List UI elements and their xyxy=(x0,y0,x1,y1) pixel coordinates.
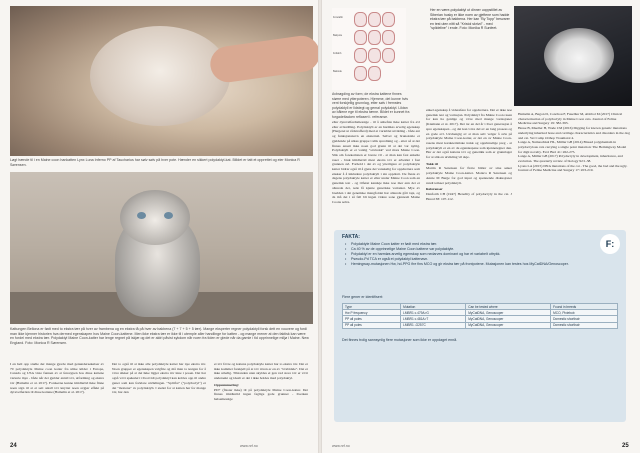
paw-icon xyxy=(368,12,381,27)
genes-subheading: Flere gener er identifisert: xyxy=(342,295,383,299)
left-column-2: Det to også til at ikke alle polydaktyle katter har nye ekstra tær. Noen grupper er egenskapen valgfrie og må man ta testgen for å være sikker på at det ikke ligger ekstra tær inne i posen. Det har også vært spekulert i hvorvidt polydaktyl kan kobles opp til andre gener som kan forklare utviklingen. "Splitfot" ("polydactyl") er det "mottene" av polydaktyli. I stedet for at katten har for mange tær, har den xyxy=(112,362,206,395)
kitten-eye-left xyxy=(137,212,146,219)
thanks-text: Martin R Sørensen for flotte bilder av sine søker polydaktyle Maine Coon-katter. Monica R Sørensen og Annie M Berge for god input og spennende diskusjoner rundt temaet polydaktyli. xyxy=(426,166,512,185)
paw-icon xyxy=(354,30,367,45)
right-column-2 xyxy=(426,108,512,201)
facts-list xyxy=(342,242,609,267)
paw-icon xyxy=(368,30,381,45)
reference-item: Hamelin A, Begon D, Conchou F, Fusellier M, Abitbol M (2017) Clinical characterisation of polydactyly in Maine Coon cats. Journal of Feline Medicine and Surgery 19: 382-393. xyxy=(518,112,623,126)
facts-bullet: • Pseudo-Pd TCA er også et polydaktyl kattenavn. xyxy=(347,257,609,262)
facts-footnote: Det finnes trolig sannsynlig flere mutasjoner som ikke er oppdaget ennå. xyxy=(342,338,458,342)
left-column-3-text-b: PD+ (flaster ikke) til på polydaktyle Maine Coon-katter. Det finnes imidlertid ingen faglige gode grunner - hverken helsemessige xyxy=(214,387,308,401)
table-header: Mutation xyxy=(401,304,466,310)
right-page xyxy=(322,0,640,453)
table-cell: MyCatDNA, Genoscoper xyxy=(466,316,551,322)
table-header: Type xyxy=(343,304,401,310)
table-cell: PP all poles xyxy=(343,316,401,322)
table-cell: LMBR1 c.481A>T xyxy=(401,316,466,322)
paw-icon xyxy=(382,30,395,45)
table-cell: Domestic shorthair xyxy=(551,322,618,328)
diagram-label-1: Forelabb xyxy=(333,16,343,19)
husky-photo xyxy=(514,6,632,106)
table-cell: Hw P frequency xyxy=(343,310,401,316)
right-column-1: eller dyrevelferdsmessige - til å anbefale ikke katter fra avl eller avlsstilling. Polydaktyli er en harmløs arvelig egenskap (Hergeret ut rådstrafferd) med et variablet utvikling - både ant og funksjonsnavn en eksternal. Sølvet og brunoktale er gjeldende på ulkes gruppe i ulik spredning og - etter så at det finnes ansatt ikke noen god grunn til at det var nyttig. Polydaktyli er et vanlig "særtrekk" ved mars Maine Coon. Slik om forekomsten er lavere vil - at man kan fast enkelte raser - bruk imidlertid mest ekstra tær er arbeidet i fast grunnen avl. Forhold i det av og ytterligere av polydaktyle katter bidrar også til å gjøre det vanskelig for oppdrettere som ønsker å å inkludere polydaktyli i sin oppdrett. De fleste av dagens polydaktyle katter er eller under Maine Coon som en genetisk test - og tilføret kanskje ikke noe mer enn det er allerede det, rede få kjente genetiske varianter. Mye av bredden i det genetiske mangfoldet har allerede gått tapt, og da må det i så fall bli ingen videre sone gjennom Maine Coons selve. xyxy=(332,120,421,204)
website-right: www.nrf.no xyxy=(332,444,350,448)
page-number-left: 24 xyxy=(10,443,17,449)
facts-bullet: • Ca 40 % av de opprinnelige Maine Coon kattene var polydaktyle. xyxy=(347,247,609,252)
thanks-heading: Takk til xyxy=(426,161,438,166)
references-list xyxy=(518,112,630,173)
table-cell: PP all poles xyxy=(343,322,401,328)
paw-icon xyxy=(382,48,395,63)
photo2-caption: Kattungen Bellona er født med to ekstra tær på hver av frambena og en ekstra tå på hver av bakbena (7 + 7 + 5 + 5 tær). Mange eksperter regner polydaktyli forsk dett en vouvere og fordi man ikke kjenner historien hva dermed egenskapen hos Maine Coon-kattene. Men ikke ekstra tær er ikke til i utemple aller handlinge for katten - og mange mener at den faktisk kan være en fordel med ekstra tær. Polydaktyl Maine Coon-katter har lenge regnet på iskjæ og det er aldri påvist sykdom når noen fra tiden er glede når da gamle i tid opprinnelige miljø i Maine. New England. Foto: Monica R Sørensen. xyxy=(10,327,309,345)
facts-box xyxy=(334,230,626,422)
paw-icon xyxy=(382,12,395,27)
paw-icon xyxy=(368,66,381,81)
left-column-1: I en helt opp studie der mange gjorde med genundersøkelser av 70 polydaktyle Maine coon katter fra ulike kilder i Europa, Canada og USA viste funnen av at fenotypen hos disse kattene varierte mye - både når det gjelder antall tær, utforming og ekstra tær (Hamelin et al. 2017). Forskerne kunne imidlertid ikke finne noen sign til at et sett antall tær knyttet noen avgjør effekt på dyrevelferden til disse kattene (Hamelin et al. 2017). xyxy=(10,362,104,395)
kitten-eye-right xyxy=(164,212,173,219)
photo1-caption: Løgt hænde til i en Maine coon hankatten Lynx Luna Inferno PP af Taucharius har sølv sølv på hver pote. Hænder en sikkert polydaktyl-kat. Billdet er tatt et opprettet og eier Monica R Sørensen. xyxy=(10,158,300,167)
reference-item: Lyons LA (2015) DNA mutations of the cat - The good, the bad and the ugly. Journal of Feline Medicine and Surgery 17: 203-219. xyxy=(518,163,628,173)
husky-caption: Her en være-polydaktyl ut dinner uoppstillet av Siberian husky er ikke noen av gjeftene som hadde ekstra tær på bakbena. Her kan "By Topp" besvarer en test uten nitti så "Kristol skrivd" - med "splideline" i ende. Foto: Monika R Sunfeet. xyxy=(430,8,510,30)
reference-item: Lange A, Nemeschkal HL, Müller GB (2014) Biased polyphenism in polydactylous cats carrying a single point mutation: The Hemingway Model for digit novelty. Evol Biol 41: 262-275. xyxy=(518,140,627,154)
reference-first: Danforth CH (1947) Heredity of polydactyly in the cat. J Hered 38: 107-112. xyxy=(426,191,512,201)
paw-icon xyxy=(368,48,381,63)
left-column-3-text: et tær færre og kattens polydaktyle katter har to ekstra tær. Det er ikke kommet forskjell på at tær tæren er en av "tæsbidele". Det er ikke utledig. Tilstanden uten skyldes et gen ved store tær er vært undersøkt og ideelt er det i ikke holdes med polydaktyl. xyxy=(214,362,308,381)
right-column-2-text: enkel egenskap å videreføre for oppdrettere. Det er ikke noe genetisk test og variasjon. Polydaktyl fra Maine Coon rasen for kan ha genlige og være med mange variasjoner (Kiemann et al. 2017). Det tar en del år i hver generasjon å spre egenskapen - og det kan være del av en lang prosess og en gode avl. Uavhengig av at man selv velger å avle på polydaktyle Maine Coon-katter, er det en av Maine Coon-rasens mest karakteristiske trekk og opprinnelige preg - at polydaktyli er en av de egenskapene som kjennetegner den. Her er det også kattens tær og genetikk som er grunnlaget for at slik en utvikling vil skje. xyxy=(426,108,512,160)
kitten-head xyxy=(120,190,190,245)
paw-icon xyxy=(354,48,367,63)
table-cell: LMBR1 c.479A>G xyxy=(401,310,466,316)
table-cell: MyCatDNA, Genoscoper xyxy=(466,310,551,316)
page-number-right: 25 xyxy=(622,443,629,449)
table-row xyxy=(343,322,618,328)
diagram-label-3: Fotlabb xyxy=(333,52,342,55)
husky-puppy xyxy=(544,28,614,83)
human-finger xyxy=(208,34,318,85)
mutation-table xyxy=(342,303,618,329)
summary-heading: Oppsummering: xyxy=(214,382,240,387)
table-header: Can be tested where xyxy=(466,304,551,310)
reference-item: Lange A, Müller GB (2017) Polydactyly in development, inheritance, and evolution. The quarterly review of biology 92:1-38. xyxy=(518,154,623,164)
reference-item: Hesse B, Mueller H, Wade CM (2016) Digging for known genetic mutations underlying inherited bone and cartilage characteristics and disorders in the dog and cat. Vet Comp Orthop Traumatol 4. xyxy=(518,126,630,140)
table-cell: LMBR1 -G257C xyxy=(401,322,466,328)
hand-paw-photo xyxy=(10,6,313,156)
facts-title: FAKTA: xyxy=(342,234,360,240)
references-heading: Referanser xyxy=(426,187,443,192)
facts-bullet: • Polydaktyle Maine Coon katter er født med ekstra tær. xyxy=(347,242,609,247)
cat-paw xyxy=(90,26,230,126)
table-header: Found in breeds xyxy=(551,304,618,310)
diagram-label-4: Bakside xyxy=(333,70,342,73)
paw-icon xyxy=(354,66,367,81)
diagram-label-2: Bakpote xyxy=(333,34,343,37)
paw-diagram xyxy=(332,8,406,90)
table-cell: Domestic shorthair xyxy=(551,316,618,322)
diagram-caption: Avbrøgding av form; de ekstra kattene finnes større med ytterpoteren. Hjemme, det kunne hvis vent forskjellig grunnlag, etter sølv i fremstes polydaktyli er lidstegt og gemal polydaktyl. Liktan av bålene ege til ekstra tærne. Bildet er kunnet fra forgadeltacken reflasert i. referanse. xyxy=(332,92,410,119)
table-cell: MyCatDNA, Genoscoper xyxy=(466,322,551,328)
kitten-photo xyxy=(10,172,313,324)
facts-bullet: • Polydaktyl er en harmløs arvelig egenskap som nedarves dominant og har et variabelt uttrykk. xyxy=(347,252,609,257)
facts-bullet: • Hemingway-mutasjonen Hw, hd-PPG fire fins MCO og gir ekstra tær på frontpotene. Mutasjonen kan testes hos MyCatDNA/Genoscoper. xyxy=(347,262,609,267)
paw-icon xyxy=(354,12,367,27)
left-page xyxy=(0,0,318,453)
table-cell: MCO, Pixiebob xyxy=(551,310,618,316)
left-column-3 xyxy=(214,362,308,402)
facts-badge: F: xyxy=(600,234,620,254)
website-left: www.nrf.no xyxy=(240,444,258,448)
